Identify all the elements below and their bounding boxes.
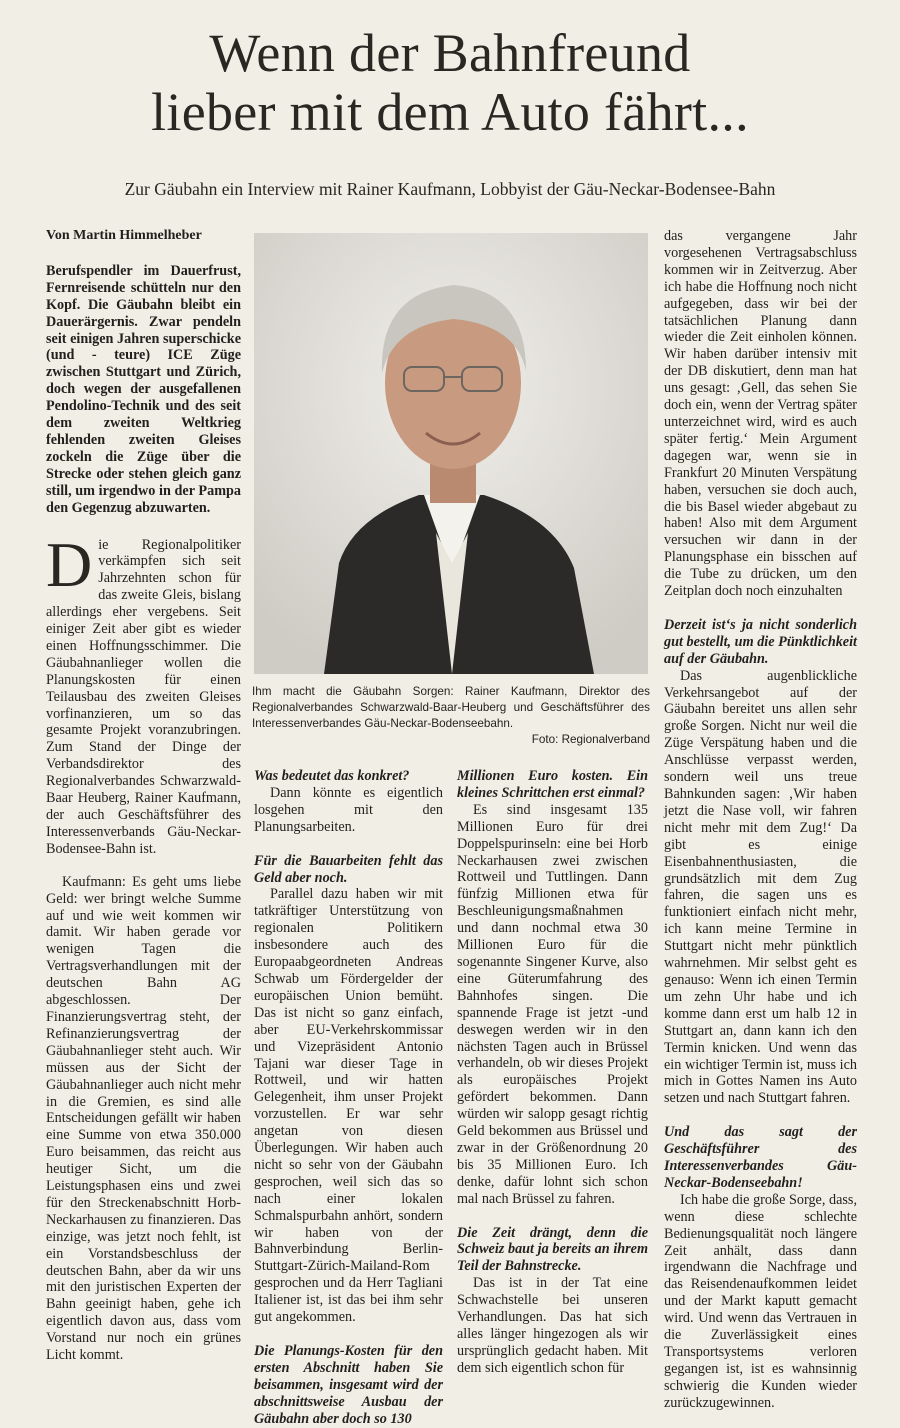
answer-q6: Ich habe die große Sorge, dass, wenn diese schlechte Bedienungsqualität noch längere Zeit anhält, dass dann irgendwann die Nachfrage und das Reisendenaufkommen leidet und der Markt kaputt gemacht wird. Und wenn das Vertrauen in die Zuverlässigkeit eines Transportsystems verloren gegangen ist, ist es wahnsinnig schwierig die Kunden wieder zurückzugewinnen. bbox=[664, 1191, 857, 1411]
adjacent-article-ghost bbox=[830, 30, 900, 150]
question-3: Die Planungs-Kosten für den ersten Abschnitt haben Sie beisammen, insgesamt wird der abschnittsweise Ausbau der Gäubahn aber doch so 130 bbox=[254, 1343, 443, 1427]
subheadline: Zur Gäubahn ein Interview mit Rainer Kaufmann, Lobbyist der Gäu-Neckar-Bodensee-Bahn bbox=[124, 179, 776, 199]
question-4: Die Zeit drängt, denn die Schweiz baut ja bereits an ihrem Teil der Bahnstrecke. bbox=[457, 1224, 648, 1275]
column-3 bbox=[457, 768, 648, 1377]
column-2 bbox=[254, 768, 443, 1428]
column-4 bbox=[664, 228, 857, 1412]
answer-q5: Das augenblickliche Verkehrsangebot auf der Gäubahn bereitet uns allen sehr große Sorgen. Nicht nur weil die Züge Verspätung haben und die Anschlüsse verpasst werden, sondern weil uns treue Bahnkunden sagen: ‚Wir haben jetzt die Nase voll, wir fahren nicht mehr mit dem Zug!‘ Da gibt es einige Eisenbahnenthusiasten, die grundsätzlich mit dem Zug fahren, die sagen uns es funktioniert einfach nicht mehr, ich kann meine Termine in Stuttgart nicht mehr pünktlich wahrnehmen. Mir selbst geht es genauso: Wenn ich einen Termin um zehn Uhr habe und ich komme dann erst um halb 12 in Stuttgart an, dann kann ich den Termin knicken. Und wenn das ein wichtiger Termin ist, muss ich mich in Gottes Namen ins Auto setzen und nach Stuttgart fahren. bbox=[664, 667, 857, 1107]
answer-q3: Es sind insgesamt 135 Millionen Euro für drei Doppelspurinseln: eine bei Horb Neckarhausen zwei zwischen Rottweil und Tuttlingen. Dann fünfzig Millionen etwa für Beschleunigungsmaßnahmen und dann nochmal etwa 30 Millionen Euro für die sogenannte Singener Kurve, also eine Güterumfahrung des Bahnhofes singen. Die spannende Frage ist jetzt -und deswegen werden wir in den nächsten Tagen auch in Brüssel verhandeln, ob wir dieses Projekt als europäisches Projekt gefördert bekommen. Dann würden wir salopp gesagt richtig Geld bekommen aus Brüssel und zwar in der Größenordnung 20 bis 35 Millionen Euro. Ich denke, dafür lohnt sich schon mal nach Brüssel zu fahren. bbox=[457, 801, 648, 1207]
question-6: Und das sagt der Geschäftsführer des Interessenverbandes Gäu-Neckar-Bodenseebahn! bbox=[664, 1124, 857, 1191]
portrait-illustration bbox=[254, 233, 648, 674]
answer-1: Kaufmann: Es geht ums liebe Geld: wer bringt welche Summe auf und wie weit kommen wir damit. Wir haben gerade vor wenigen Tagen die Vertragsverhandlungen mit der deutschen Bahn AG abgeschlossen. Der Finanzierungsvertrag steht, der Refinanzierungsvertrag der Gäubahnanlieger steht auch. Wir müssen aus der Sicht der Gäubahnanlieger auch nicht mehr in die Gremien, es sind alle Entscheidungen gefällt wir haben eine Summe von etwa 350.000 Euro beisammen, das reicht aus heutiger Sicht, um die Leistungsphasen eins und zwei für den Streckenabschnitt Horb- Neckarhausen zu finanzieren. Das einzige, was jetzt noch fehlt, ist ein Vorstandsbeschluss der deutschen Bahn, aber da wir uns mit den juristischen Experten der Bahn geeinigt haben, gehe ich eigentlich davon aus, dass vom Vorstand nur noch ein grünes Licht kommt. bbox=[46, 873, 241, 1364]
byline: Von Martin Himmelheber bbox=[46, 228, 202, 243]
answer-q4-continued: das vergangene Jahr vorgesehenen Vertragsabschluss kommen wir in Zeitverzug. Aber ich habe die Hoffnung noch nicht aufgegeben, dass wir bei der tatsächlichen Planung dann wieder die Zeit einholen können. Wir haben darüber intensiv mit der DB diskutiert, denn man hat uns gesagt: ‚Gell, das sehen Sie doch ein, wenn der Vertrag später unterzeichnet wird, wird es auch später fertig.‘ Mein Argument dagegen war, wenn sie in Frankfurt 20 Minuten Verspätung haben, versuchen sie doch auch, die bis Basel wieder abgebaut zu haben! Also mit dem Argument versuchen wir dann in der Planungsphase ein bisschen auf die Tube zu drücken, um den Zeitplan doch noch einzuhalten bbox=[664, 228, 857, 600]
intro-paragraph bbox=[46, 528, 241, 858]
intro-text: ie Regionalpolitiker verkämpfen sich seit Jahrzehnten schon für das zweite Gleis, bislang allerdings eher vergebens. Seit einiger Zeit aber gibt es wieder einen Hoffnungsschimmer. Die Gäubahnanlieger wollen die Planungskosten für einen Teilausbau des zweiten Gleises vorfinanzieren, um so das gesamte Projekt voranzubringen. Zum Stand der Dinge der Verbandsdirektor des Regionalverbandes Schwarzwald-Baar Heuberg, Rainer Kaufmann, der auch Geschäftsführer des Interessenverbands Gäu-Neckar-Bodensee-Bahn ist. bbox=[46, 536, 241, 857]
drop-cap: D bbox=[46, 528, 93, 600]
answer-q4: Das ist in der Tat eine Schwachstelle bei unseren Verhandlungen. Das hat sich alles länger hingezogen als wir ursprünglich gedacht haben. Mit dem sich eigentlich schon für bbox=[457, 1275, 648, 1376]
answer-q2: Parallel dazu haben wir mit tatkräftiger Unterstützung von regionalen Politikern insbesondere auch des Europaabgeordneten Andreas Schwab um Fördergelder der europäischen Union bemüht. Das ist nicht so ganz einfach, aber EU-Verkehrskommissar und Vizepräsident Antonio Tajani war dieser Tage in Rottweil, und wir hatten Gelegenheit, ihm unser Projekt vorzustellen. Er war sehr angetan von diesen Überlegungen. Wir haben auch nicht so sehr von der Gäubahn gesprochen, weil sich das so nach einer lokalen Schmalspurbahn anhört, sondern wir haben von der Bahnverbindung Berlin-Stuttgart-Zürich-Mailand-Rom gesprochen und da Herr Tagliani Italiener ist, ist das bei ihm sehr gut angekommen. bbox=[254, 886, 443, 1326]
headline bbox=[100, 24, 800, 142]
photo-caption bbox=[252, 684, 650, 748]
question-3-continued: Millionen Euro kosten. Ein kleines Schrittchen erst einmal? bbox=[457, 768, 648, 801]
photo-caption-text: Ihm macht die Gäubahn Sorgen: Rainer Kaufmann, Direktor des Regionalverbandes Schwarzwald-Baar-Heuberg und Geschäftsführer des Interessenverbandes Gäu-Neckar-Bodenseebahn. bbox=[252, 685, 650, 730]
column-1 bbox=[46, 228, 241, 1364]
photo-credit: Foto: Regionalverband bbox=[531, 733, 650, 746]
lead-paragraph: Berufspendler im Dauerfrust, Fernreisende schütteln nur den Kopf. Die Gäubahn bleibt ein Dauerärgernis. Zwar pendeln seit einigen Jahren superschicke (und - teure) ICE Züge zwischen Stuttgart und Zürich, doch wegen der ausgefallenen Pendolino-Technik und des seit dem zweiten Weltkrieg fehlenden zweiten Gleises zockeln die Züge über die Strecke oder stehen gleich ganz still, um irgendwo in der Pampa den Gegenzug abzuwarten. bbox=[46, 262, 241, 516]
headline-line-1: Wenn der Bahnfreund bbox=[209, 23, 691, 83]
answer-q1: Dann könnte es eigentlich losgehen mit den Planungsarbeiten. bbox=[254, 784, 443, 835]
question-5: Derzeit ist‘s ja nicht sonderlich gut bestellt, um die Pünktlichkeit auf der Gäubahn. bbox=[664, 616, 857, 667]
headline-line-2: lieber mit dem Auto fährt... bbox=[151, 82, 749, 142]
question-2: Für die Bauarbeiten fehlt das Geld aber noch. bbox=[254, 852, 443, 886]
question-1: Was bedeutet das konkret? bbox=[254, 768, 410, 784]
portrait-photo bbox=[254, 233, 648, 674]
